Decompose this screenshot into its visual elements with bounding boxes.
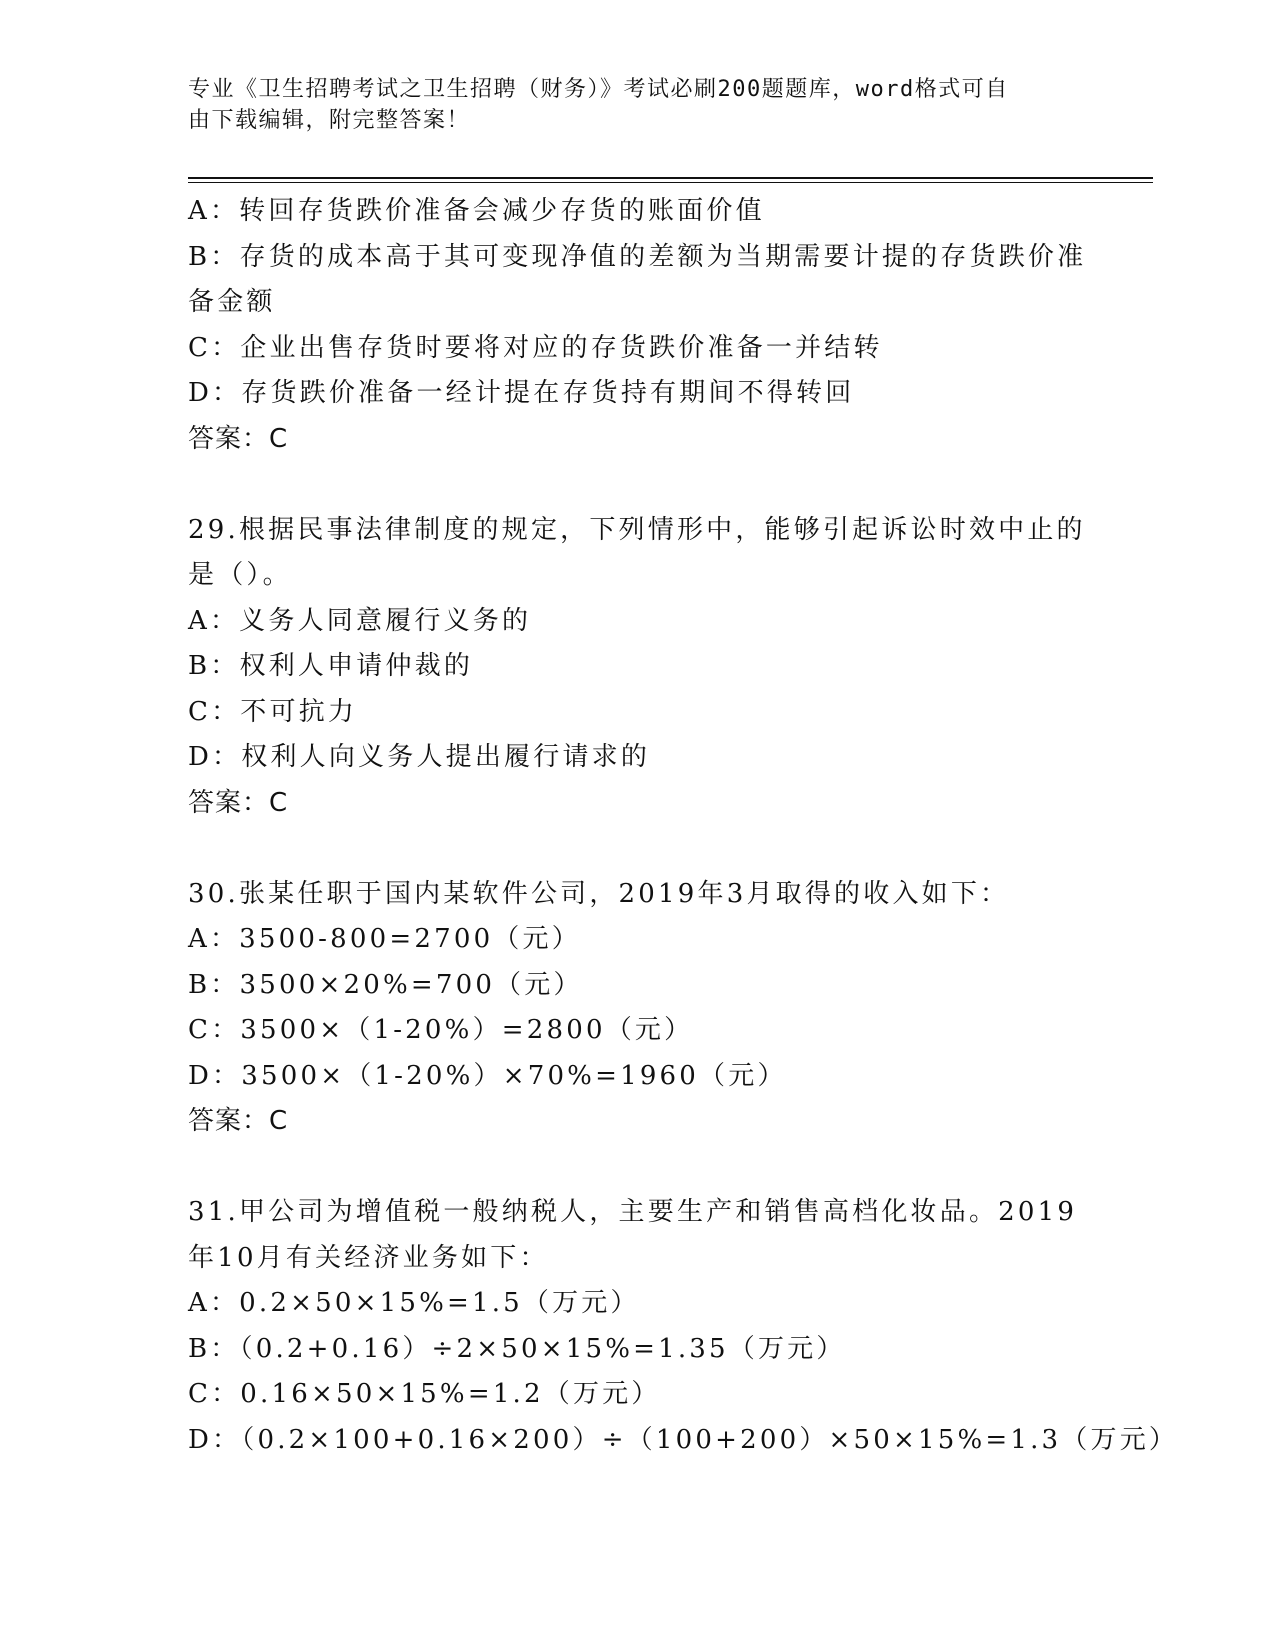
question-stem: 29.根据民事法律制度的规定，下列情形中，能够引起诉讼时效中止的 [188, 514, 1086, 545]
answer-label: 答案：C [188, 787, 289, 818]
question-31 [188, 1190, 1179, 1463]
answer-label: 答案：C [188, 1106, 289, 1136]
spacer [188, 462, 1088, 508]
option-c: C：不可抗力 [188, 696, 358, 727]
option-b: B：3500×20%=700（元） [188, 969, 583, 1000]
option-c: C：0.16×50×15%=1.2（万元） [188, 1379, 661, 1409]
question-stem-continued: 是（）。 [188, 560, 292, 590]
option-b: B：存货的成本高于其可变现净值的差额为当期需要计提的存货跌价准 [188, 241, 1087, 272]
document-header [188, 74, 1068, 136]
question-list [188, 189, 1179, 1463]
option-a: A：0.2×50×15%=1.5（万元） [188, 1288, 640, 1318]
option-a: A：3500-800=2700（元） [188, 924, 581, 954]
question-stem: 31.甲公司为增值税一般纳税人，主要生产和销售高档化妆品。2019 [188, 1197, 1078, 1227]
header-line-1: 专业《卫生招聘考试之卫生招聘（财务）》考试必刷200题题库，word格式可自 [188, 77, 1009, 102]
option-c: C：3500×（1-20%）=2800（元） [188, 1015, 694, 1045]
option-a: A：义务人同意履行义务的 [188, 605, 532, 636]
option-d: D：（0.2×100+0.16×200）÷（100+200）×50×15%=1.3（万元） [188, 1424, 1179, 1455]
header-rule-thin [188, 182, 1153, 183]
question-stem-continued: 年10月有关经济业务如下： [188, 1242, 549, 1273]
option-a: A：转回存货跌价准备会减少存货的账面价值 [188, 196, 765, 226]
question-28 [188, 189, 1088, 462]
spacer [188, 1145, 1088, 1191]
option-b: B：（0.2+0.16）÷2×50×15%=1.35（万元） [188, 1333, 846, 1364]
question-30 [188, 872, 1088, 1145]
option-d: D：存货跌价准备一经计提在存货持有期间不得转回 [188, 378, 855, 408]
option-c: C：企业出售存货时要将对应的存货跌价准备一并结转 [188, 332, 883, 363]
option-d: D：权利人向义务人提出履行请求的 [188, 742, 651, 772]
header-line-2: 由下载编辑，附完整答案！ [188, 108, 471, 133]
option-b: B：权利人申请仲裁的 [188, 651, 474, 681]
header-rule-thick [188, 177, 1153, 179]
option-d: D：3500×（1-20%）×70%=1960（元） [188, 1060, 787, 1091]
question-29 [188, 508, 1088, 827]
option-b-continued: 备金额 [188, 287, 276, 317]
spacer [188, 826, 1088, 872]
question-stem: 30.张某任职于国内某软件公司，2019年3月取得的收入如下： [188, 878, 1010, 909]
answer-label: 答案：C [188, 423, 289, 454]
